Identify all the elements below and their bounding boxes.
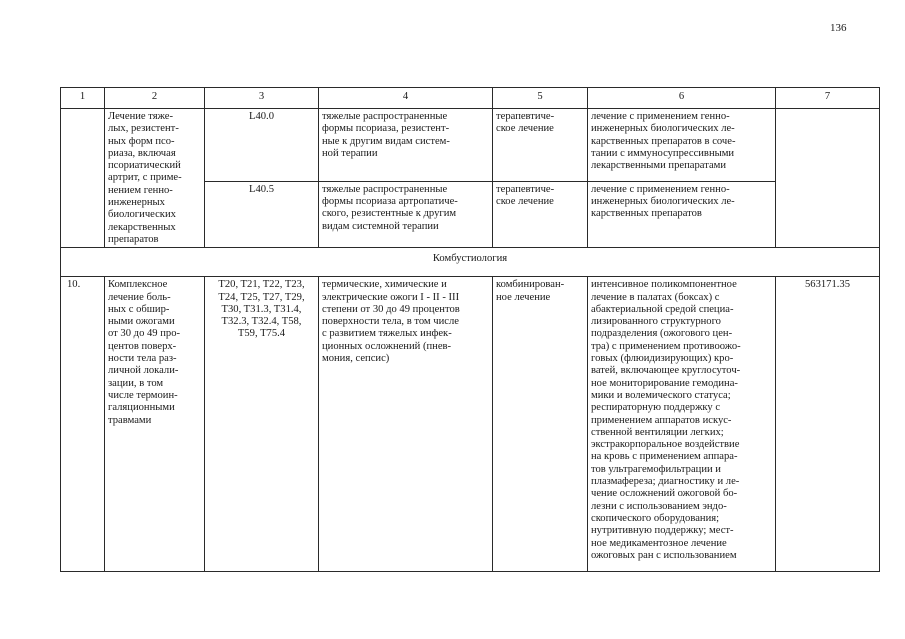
patient-model-cell: тяжелые распространенные формы псориаза, резистент- ные к другим видам систем- ной терапии — [319, 109, 493, 182]
column-number: 7 — [776, 88, 880, 109]
treatment-method-cell: интенсивное поликомпонентное лечение в палатах (боксах) с абактериальной средой специа- лизированного структурного подразделения (ожогового цен- тра) с применением противоожо- говых (флюидизирующих) кро- ватей, включающее круглосуточ- ное мониторирование гемодина- мики и волемического статуса; респираторную поддержку с применением аппаратов искус- ственной вентиляции легких; экстракорпоральное воздействие на кровь с применением аппара- тов ультрагемофильтрации и плазмафереза; диагностику и ле- чение осложнений ожоговой бо- лезни с использованием эндо- скопического оборудования; нутритивную поддержку; мест- ное медикаментозное лечение ожоговых ран с использованием — [588, 277, 776, 572]
column-number: 6 — [588, 88, 776, 109]
column-number-row — [61, 88, 880, 109]
column-number: 1 — [61, 88, 105, 109]
row-number-cell: 10. — [61, 277, 105, 572]
section-row — [61, 248, 880, 277]
section-title: Комбустиология — [61, 248, 880, 277]
cost-cell: 563171.35 — [776, 277, 880, 572]
column-number: 4 — [319, 88, 493, 109]
treatment-method-cell: лечение с применением генно- инженерных биологических ле- карственных препаратов в соче- тании с иммуносупрессивными лекарственными препаратами — [588, 109, 776, 182]
patient-model-cell: тяжелые распространенные формы псориаза артропатиче- ского, резистентные к другим видам системной терапии — [319, 181, 493, 248]
column-number: 2 — [105, 88, 205, 109]
diagnosis-code-cell: T20, T21, T22, T23, T24, T25, T27, T29, T30, T31.3, T31.4, T32.3, T32.4, T58, T59, T75.4 — [205, 277, 319, 572]
cost-cell — [776, 109, 880, 248]
treatment-type-cell: комбинирован- ное лечение — [493, 277, 588, 572]
care-type-name-cell: Комплексное лечение боль- ных с обшир- ными ожогами от 30 до 49 про- центов поверх- ности тела раз- личной локали- зации, в том числе термоин- галяционными травмами — [105, 277, 205, 572]
treatment-type-cell: терапевтиче- ское лечение — [493, 109, 588, 182]
table-row — [61, 277, 880, 572]
procedures-table — [60, 87, 880, 572]
treatment-type-cell: терапевтиче- ское лечение — [493, 181, 588, 248]
patient-model-cell: термические, химические и электрические ожоги I - II - III степени от 30 до 49 процентов поверхности тела, в том числе с развитием тяжелых инфек- ционных осложнений (пнев- мония, сепсис) — [319, 277, 493, 572]
care-type-name-cell: Лечение тяже- лых, резистент- ных форм псо- риаза, включая псориатический артрит, с приме- нением генно- инженерных биологических лекарственных препаратов — [105, 109, 205, 248]
diagnosis-code-cell: L40.5 — [205, 181, 319, 248]
column-number: 5 — [493, 88, 588, 109]
diagnosis-code-cell: L40.0 — [205, 109, 319, 182]
table-row — [61, 109, 880, 182]
treatment-method-cell: лечение с применением генно- инженерных биологических ле- карственных препаратов — [588, 181, 776, 248]
page-number: 136 — [830, 22, 847, 34]
column-number: 3 — [205, 88, 319, 109]
row-number-cell — [61, 109, 105, 248]
